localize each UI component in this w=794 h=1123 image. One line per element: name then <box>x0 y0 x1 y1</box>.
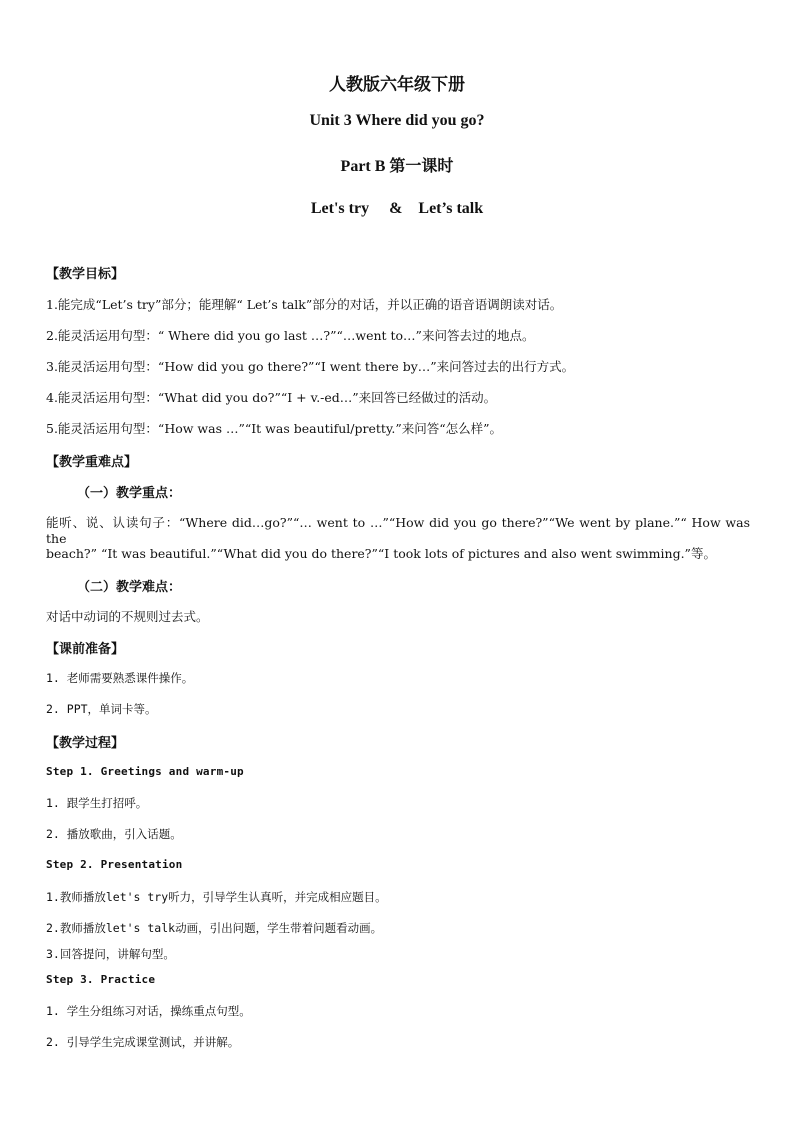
difficulty-title: （二）教学难点： <box>77 580 182 595</box>
focus-text-line: 能听、说、认读句子：“Where did…go?”“… went to …”“How did you go there?”“We went by plane.”“ How was the <box>46 515 750 546</box>
step-item: 1.教师播放let's try听力，引导学生认真听，并完成相应题目。 <box>46 890 387 904</box>
objectives-heading: 【教学目标】 <box>46 267 125 282</box>
unit-title: Unit 3 Where did you go? <box>309 112 485 129</box>
lesson-title: Let's try & Let’s talk <box>310 200 484 217</box>
book-title: 人教版六年级下册 <box>329 75 465 94</box>
part-title: Part B 第一课时 <box>340 158 454 175</box>
preparation-item: 2. PPT，单词卡等。 <box>46 702 157 716</box>
objective-item: 5.能灵活运用句型：“How was …”“It was beautiful/pretty.”来问答“怎么样”。 <box>46 421 502 436</box>
focus-text-line: beach?” “It was beautiful.”“What did you do there?”“I took lots of pictures and also went swimming.”等。 <box>46 546 716 561</box>
difficulty-text: 对话中动词的不规则过去式。 <box>46 609 209 624</box>
step-title: Step 1. Greetings and warm-up <box>46 765 244 778</box>
preparation-item: 1. 老师需要熟悉课件操作。 <box>46 671 194 685</box>
process-heading: 【教学过程】 <box>46 736 125 751</box>
step-item: 2.教师播放let's talk动画，引出问题，学生带着问题看动画。 <box>46 921 383 935</box>
key-points-heading: 【教学重难点】 <box>46 455 138 470</box>
objective-item: 3.能灵活运用句型：“How did you go there?”“I went there by…”来问答过去的出行方式。 <box>46 359 575 374</box>
step-item: 2. 引导学生完成课堂测试，并讲解。 <box>46 1035 240 1049</box>
step-title: Step 2. Presentation <box>46 858 183 871</box>
preparation-heading: 【课前准备】 <box>46 642 125 657</box>
objective-item: 4.能灵活运用句型：“What did you do?”“I + v.-ed…”来回答已经做过的活动。 <box>46 390 497 405</box>
step-item: 2. 播放歌曲，引入话题。 <box>46 827 182 841</box>
objective-item: 2.能灵活运用句型：“ Where did you go last …?”“…went to…”来问答去过的地点。 <box>46 328 535 343</box>
step-item: 1. 跟学生打招呼。 <box>46 796 148 810</box>
focus-title: （一）教学重点： <box>77 486 182 501</box>
step-title: Step 3. Practice <box>46 973 156 986</box>
step-item: 3.回答提问，讲解句型。 <box>46 947 175 961</box>
step-item: 1. 学生分组练习对话，操练重点句型。 <box>46 1004 251 1018</box>
objective-item: 1.能完成“Let’s try”部分；能理解“ Let’s talk”部分的对话，并以正确的语音语调朗读对话。 <box>46 297 563 312</box>
